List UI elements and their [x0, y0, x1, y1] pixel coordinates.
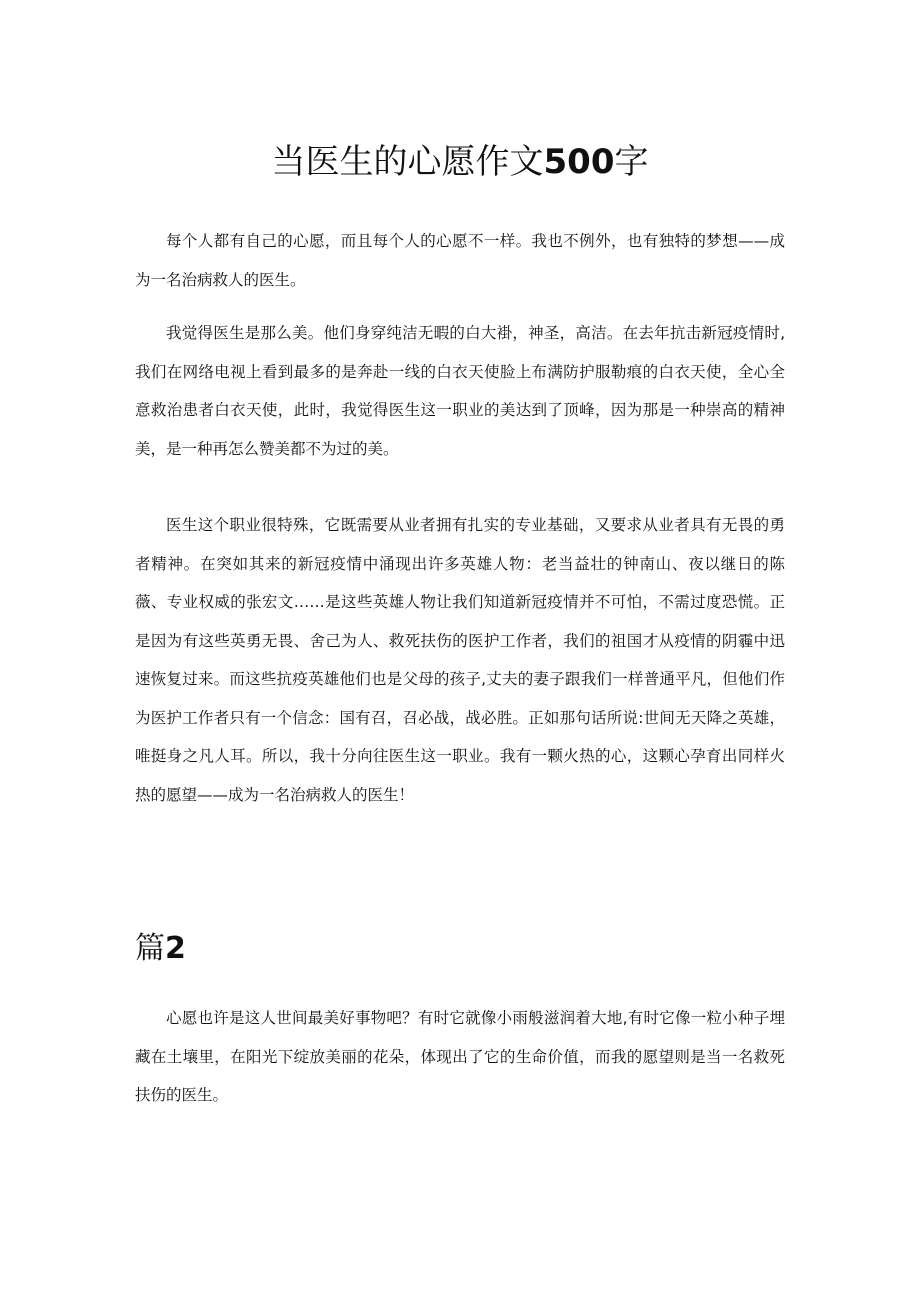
paragraph-2: 我觉得医生是那么美。他们身穿纯洁无暇的白大褂，神圣，高洁。在去年抗击新冠疫情时,我们在网络电视上看到最多的是奔赴一线的白衣天使脸上布满防护服勒痕的白衣天使，全心全意救治患者白衣天使，此时，我觉得医生这一职业的美达到了顶峰，因为那是一种崇高的精神美，是一种再怎么赞美都不为过的美。	[135, 324, 785, 458]
section-heading-number: 2	[165, 931, 186, 966]
paragraph-3: 医生这个职业很特殊，它既需要从业者拥有扎实的专业基础，又要求从业者具有无畏的勇者精神。在突如其来的新冠疫情中涌现出许多英雄人物：老当益壮的钟南山、夜以继日的陈薇、专业权威的张宏文……是这些英雄人物让我们知道新冠疫情并不可怕，不需过度恐慌。正是因为有这些英勇无畏、舍己为人、救死扶伤的医护工作者，我们的祖国才从疫情的阴霾中迅速恢复过来。而这些抗疫英雄他们也是父母的孩子,丈夫的妻子跟我们一样普通平凡，但他们作为医护工作者只有一个信念：国有召，召必战，战必胜。正如那句话所说:世间无天降之英雄，唯挺身之凡人耳。所以，我十分向往医生这一职业。我有一颗火热的心，这颗心孕育出同样火热的愿望——成为一名治病救人的医生！	[135, 516, 785, 804]
title-number: 500	[543, 142, 615, 182]
paragraph-block-4	[135, 999, 785, 1115]
section-2-heading	[135, 925, 186, 973]
paragraph-1: 每个人都有自己的心愿，而且每个人的心愿不一样。我也不例外，也有独特的梦想——成为一名治病救人的医生。	[135, 232, 785, 289]
section-2-paragraph: 心愿也许是这人世间最美好事物吧？有时它就像小雨般滋润着大地,有时它像一粒小种子埋藏在土壤里，在阳光下绽放美丽的花朵，体现出了它的生命价值，而我的愿望则是当一名救死扶伤的医生。	[135, 1009, 785, 1104]
paragraph-block-2	[135, 314, 785, 468]
document-title	[0, 138, 920, 186]
paragraph-block-3	[135, 506, 785, 814]
title-text: 当医生的心愿作文	[271, 142, 544, 182]
section-heading-text: 篇	[135, 931, 165, 966]
paragraph-block-1	[135, 222, 785, 299]
title-suffix: 字	[614, 142, 649, 182]
